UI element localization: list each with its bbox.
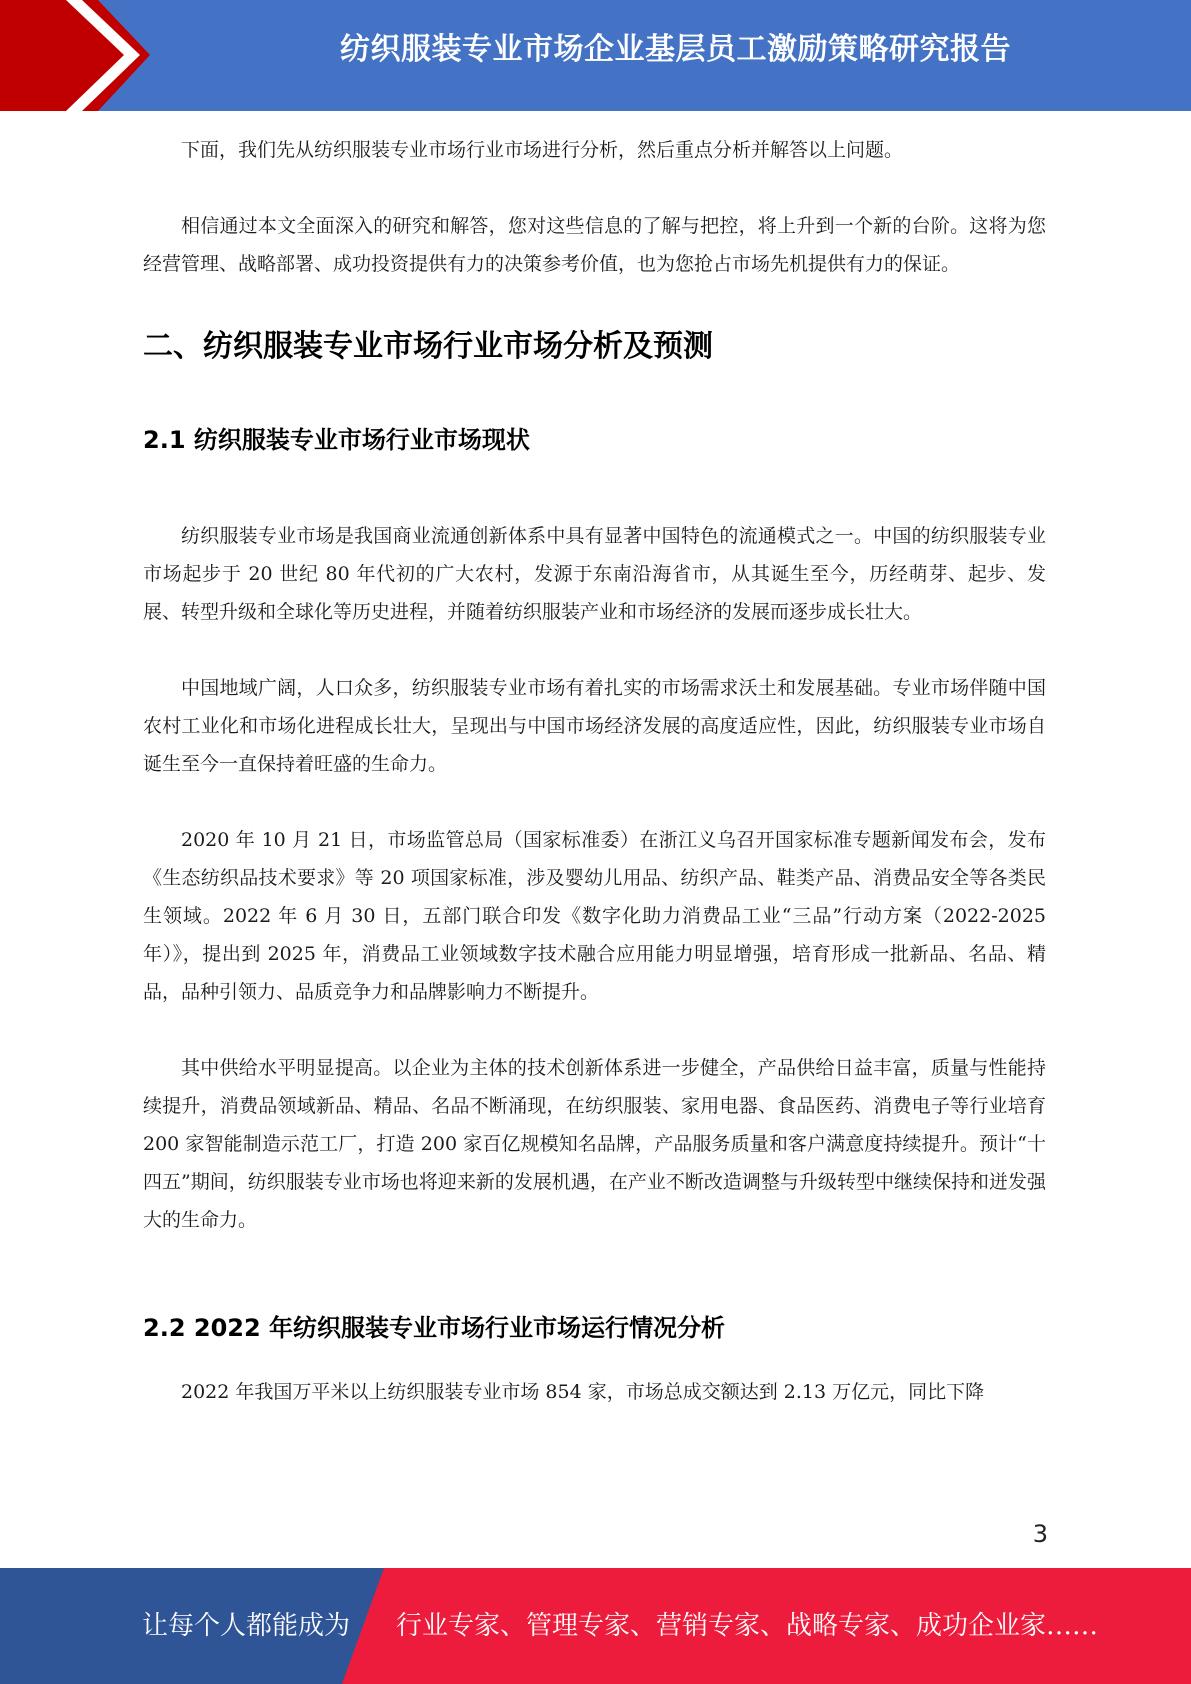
footer-banner — [0, 1568, 1191, 1684]
section-2-heading: 二、纺织服装专业市场行业市场分析及预测 — [143, 329, 713, 364]
page-content — [143, 131, 1046, 1411]
section-2-1-paragraph-3: 2020 年 10 月 21 日，市场监管总局（国家标准委）在浙江义乌召开国家标准专题新闻发布会，发布《生态纺织品技术要求》等 20 项国家标准，涉及婴幼儿用品、纺织产品、鞋类产品、消费品安全等各类民生领域。2022 年 6 月 30 日，五部门联合印发《数字化助力消费品工业“三品”行动方案（2022-2025 年）》，提出到 2025 年，消费品工业领域数字技术融合应用能力明显增强，培育形成一批新品、名品、精品，品种引领力、品质竞争力和品牌影响力不断提升。 — [143, 829, 1046, 1003]
section-2-2-heading: 2.2 2022 年纺织服装专业市场行业市场运行情况分析 — [143, 1314, 726, 1342]
page-number: 3 — [1032, 1520, 1048, 1548]
section-2-1-paragraph-1: 纺织服装专业市场是我国商业流通创新体系中具有显著中国特色的流通模式之一。中国的纺织服装专业市场起步于 20 世纪 80 年代初的广大农村，发源于东南沿海省市，从其诞生至今，历经萌芽、起步、发展、转型升级和全球化等历史进程，并随着纺织服装产业和市场经济的发展而逐步成长壮大。 — [143, 525, 1046, 623]
footer-slogan-left: 让每个人都能成为 — [142, 1611, 351, 1641]
section-2-2-paragraph-1: 2022 年我国万平米以上纺织服装专业市场 854 家，市场总成交额达到 2.13 万亿元，同比下降 — [181, 1381, 985, 1403]
header-banner — [0, 0, 1191, 111]
section-2-1-paragraph-2: 中国地域广阔，人口众多，纺织服装专业市场有着扎实的市场需求沃土和发展基础。专业市场伴随中国农村工业化和市场化进程成长壮大，呈现出与中国市场经济发展的高度适应性，因此，纺织服装专业市场自诞生至今一直保持着旺盛的生命力。 — [143, 677, 1046, 775]
header-arrow-decoration — [0, 0, 160, 111]
report-title: 纺织服装专业市场企业基层员工激励策略研究报告 — [340, 32, 1011, 67]
footer-slogan-right: 行业专家、管理专家、营销专家、战略专家、成功企业家…… — [396, 1611, 1099, 1641]
intro-paragraph-1: 下面，我们先从纺织服装专业市场行业市场进行分析，然后重点分析并解答以上问题。 — [181, 139, 904, 161]
section-2-1-paragraph-4: 其中供给水平明显提高。以企业为主体的技术创新体系进一步健全，产品供给日益丰富，质量与性能持续提升，消费品领域新品、精品、名品不断涌现，在纺织服装、家用电器、食品医药、消费电子等行业培育 200 家智能制造示范工厂，打造 200 家百亿规模知名品牌，产品服务质量和客户满意度持续提升。预计“十四五”期间，纺织服装专业市场也将迎来新的发展机遇，在产业不断改造调整与升级转型中继续保持和迸发强大的生命力。 — [143, 1057, 1046, 1231]
section-2-1-heading: 2.1 纺织服装专业市场行业市场现状 — [143, 426, 530, 454]
intro-paragraph-2: 相信通过本文全面深入的研究和解答，您对这些信息的了解与把控，将上升到一个新的台阶。这将为您经营管理、战略部署、成功投资提供有力的决策参考价值，也为您抢占市场先机提供有力的保证。 — [143, 215, 1046, 275]
